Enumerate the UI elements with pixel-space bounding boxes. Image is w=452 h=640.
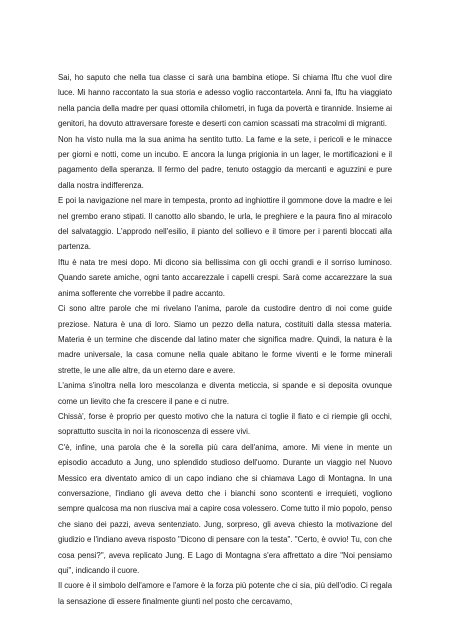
- paragraph-birth: Iftu è nata tre mesi dopo. Mi dicono sia bellissima con gli occhi grandi e il sorriso luminoso. Quando sarete amiche, ogni tanto accarezzale i capelli crespi. Sarà come accarezzare la sua anima sofferente che vorrebbe il padre accanto.: [58, 257, 392, 298]
- paragraph-gratitude: Chissà', forse è proprio per questo motivo che la natura ci toglie il fiato e ci riempie gli occhi, soprattutto suscita in noi la riconoscenza di essere vivi.: [58, 411, 392, 437]
- document-page: [58, 70, 392, 609]
- paragraph-sea-crossing: E poi la navigazione nel mare in tempesta, pronto ad inghiottire il gommone dove la madre e lei nel grembo erano stipati. Il canotto allo sbando, le urla, le preghiere e la paura fino al miracolo del salvataggio. L'approdo nell'esilio, il pianto del sollievo e il timore per i parenti bloccati alla partenza.: [58, 196, 392, 252]
- paragraph-heart-love: Il cuore è il simbolo dell'amore e l'amore è la forza più potente che ci sia, più dell'odio. Ci regala la sensazione di essere finalmente giunti nel posto che cercavamo,: [58, 581, 392, 606]
- paragraph-iftu-intro: Sai, ho saputo che nella tua classe ci sarà una bambina etiope. Si chiama Iftu che vuol dire luce. Mi hanno raccontato la sua storia e adesso voglio raccontartela. Anni fa, Iftu ha viaggiato nella pancia della madre per quasi ottomila chilometri, in fuga da povertà e tirannide. Insieme ai genitori, ha dovuto attraversare foreste e deserti con camion scassati ma stracolmi di migranti.: [58, 73, 392, 129]
- paragraph-soul-mixing: L'anima s'inoltra nella loro mescolanza e diventa meticcia, si spande e si deposita ovunque come un lievito che fa crescere il pane e ci nutre.: [58, 381, 392, 406]
- paragraph-journey: Non ha visto nulla ma la sua anima ha sentito tutto. La fame e la sete, i pericoli e le minacce per giorni e notti, come un incubo. E ancora la lunga prigionia in un lager, le mortificazioni e il pagamento della speranza. Il fermo del padre, tenuto ostaggio da mercanti e aguzzini e pure dalla nostra indifferenza.: [58, 134, 392, 190]
- paragraph-jung-story: C'è, infine, una parola che è la sorella più cara dell'anima, amore. Mi viene in mente un episodio accaduto a Jung, uno splendido studioso dell'uomo. Durante un viaggio nel Nuovo Messico era diventato amico di un capo indiano che si chiamava Lago di Montagna. In una conversazione, l'indiano gli aveva detto che i bianchi sono scontenti e irrequieti, vogliono sempre qualcosa ma non riusciva mai a capire cosa volessero. Come tutto il mio popolo, penso che siano dei pazzi, aveva sentenziato. Jung, sorpreso, gli aveva chiesto la motivazione del giudizio e l'indiano aveva risposto "Dicono di pensare con la testa". "Certo, è ovvio! Tu, con che cosa pensi?", aveva replicato Jung. E Lago di Montagna s'era affrettato a dire "Noi pensiamo qui", indicando il cuore.: [58, 442, 392, 575]
- paragraph-nature: Ci sono altre parole che mi rivelano l'anima, parole da custodire dentro di noi come guide preziose. Natura è una di loro. Siamo un pezzo della natura, costituiti dalla stessa materia. Materia è un termine che discende dal latino mater che significa madre. Quindi, la natura è la madre universale, la casa comune nella quale abitano le forme viventi e le forme minerali strette, le une alle altre, da un eterno dare e avere.: [58, 304, 392, 375]
